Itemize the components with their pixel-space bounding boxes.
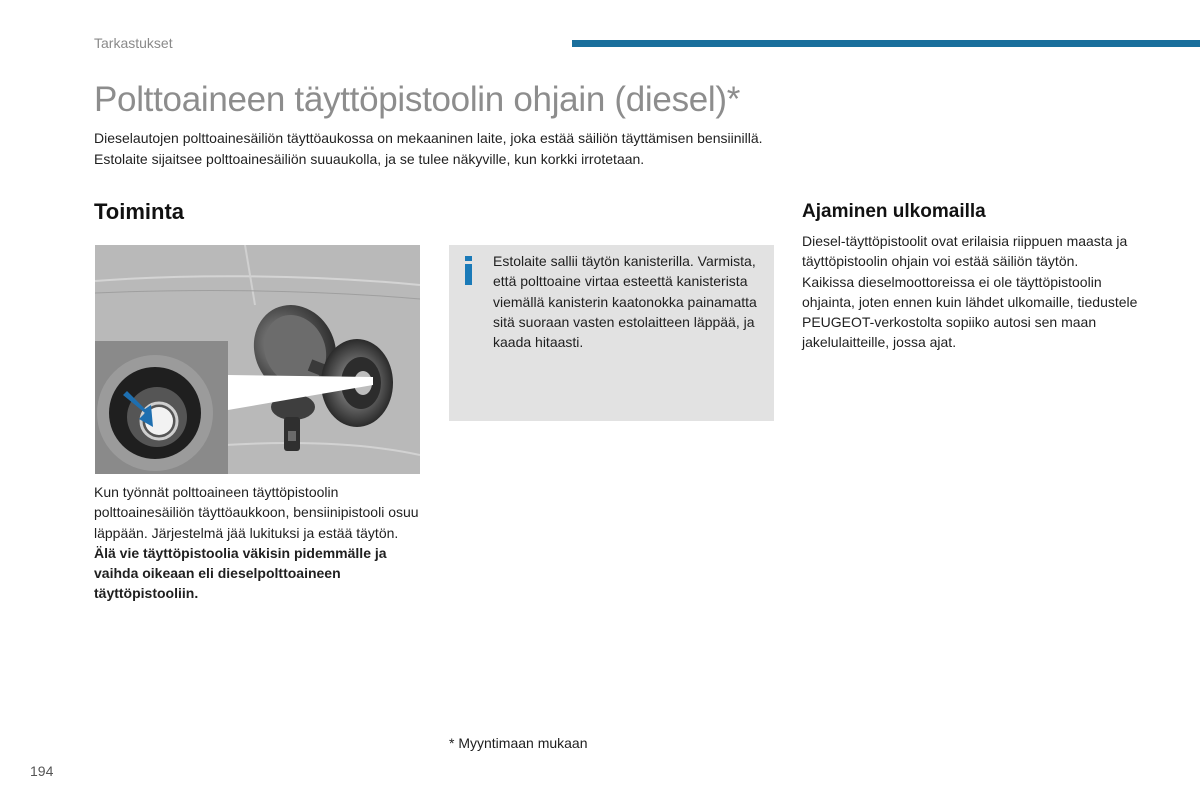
intro-text	[94, 128, 774, 169]
caption-warning: Älä vie täyttöpistoolia väkisin pidemmälle ja vaihda oikeaan eli dieselpolttoaineen täyttöpistooliin.	[94, 544, 387, 602]
page-number: 194	[30, 763, 54, 779]
section-label: Tarkastukset	[94, 35, 173, 51]
info-box	[449, 245, 774, 421]
intro-paragraph-1: Dieselautojen polttoainesäiliön täyttöaukossa on mekaaninen laite, joka estää säiliön täyttämisen bensiinillä.	[94, 130, 763, 146]
fuel-filler-diagram-icon	[95, 245, 420, 474]
footnote: * Myyntimaan mukaan	[449, 735, 588, 751]
abroad-paragraph-1: Diesel-täyttöpistoolit ovat erilaisia riippuen maasta ja täyttöpistoolin ohjain voi estää säiliön täytön.	[802, 233, 1128, 270]
page-title: Polttoaineen täyttöpistoolin ohjain (diesel)*	[94, 80, 741, 119]
caption-text: Kun työnnät polttoaineen täyttöpistoolin polttoainesäiliön täyttöaukkoon, bensiinipistooli osuu läppään. Järjestelmä jää lukituksi ja estää täytön.	[94, 484, 419, 541]
heading-ajaminen-ulkomailla: Ajaminen ulkomailla	[802, 201, 986, 222]
fuel-filler-illustration	[95, 245, 420, 474]
abroad-text	[802, 231, 1142, 353]
header-rule	[572, 40, 1200, 47]
info-text: Estolaite sallii täytön kanisterilla. Varmista, että polttoaine virtaa esteettä kanisterista viemällä kanisterin kaatonokka painamatta sitä suoraan vasten estolaitteen läppää, ja kaada hitaasti.	[493, 253, 757, 351]
heading-toiminta: Toiminta	[94, 199, 185, 224]
intro-paragraph-2: Estolaite sijaitsee polttoainesäiliön suuaukolla, ja se tulee näkyville, kun korkki irrotetaan.	[94, 150, 645, 167]
abroad-paragraph-2: Kaikissa dieselmoottoreissa ei ole täyttöpistoolin ohjainta, joten ennen kuin lähdet ulkomaille, tiedustele PEUGEOT-verkostolta sopiiko autosi sen maan jakelulaitteille, jossa ajat.	[802, 273, 1138, 351]
illustration-caption	[94, 482, 424, 604]
info-icon	[465, 256, 473, 286]
